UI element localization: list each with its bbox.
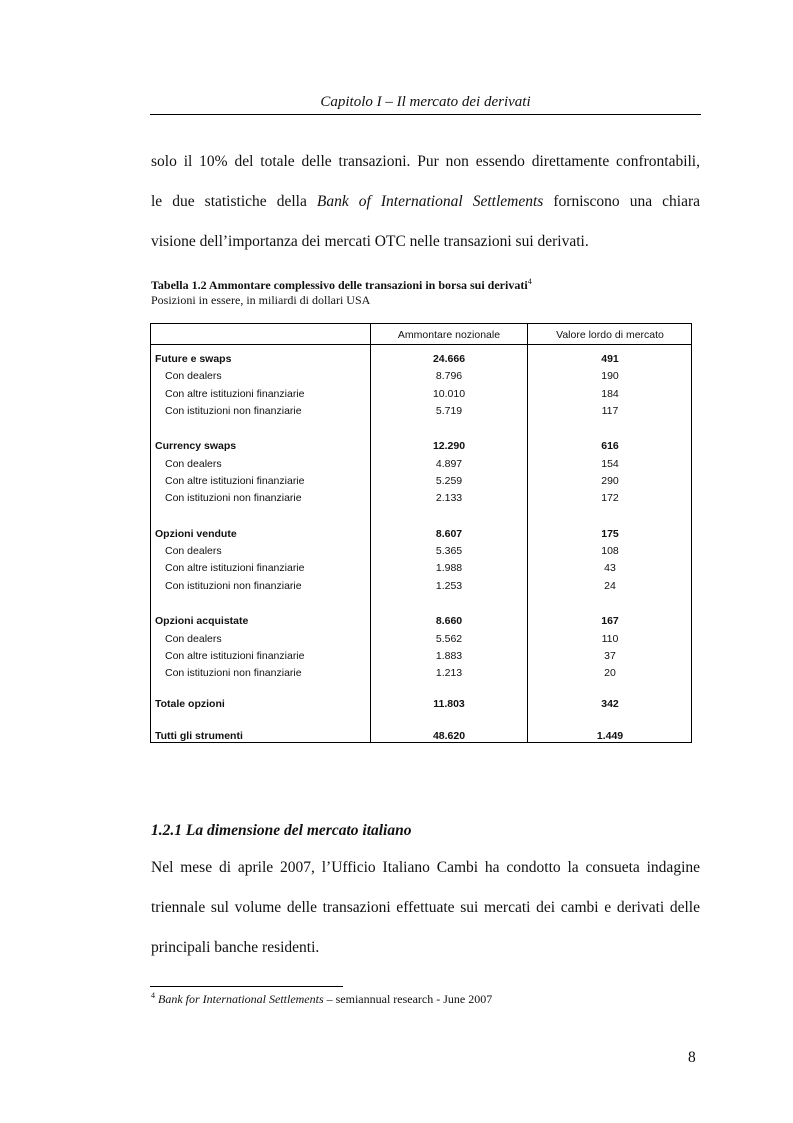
- notional-value: 4.897: [435, 458, 463, 470]
- paragraph-1-line-2-post: forniscono una chiara: [543, 193, 701, 210]
- notional-value: 48.620: [432, 730, 466, 742]
- row-label: Con altre istituzioni finanziarie: [165, 650, 305, 662]
- market-value: 20: [604, 667, 616, 679]
- market-value: 154: [601, 458, 619, 470]
- notional-value: 8.607: [435, 528, 463, 540]
- market-value: 108: [601, 545, 619, 557]
- table-title-footnote-ref[interactable]: 4: [527, 277, 532, 286]
- notional-value: 5.259: [435, 475, 463, 487]
- market-value: 175: [601, 528, 619, 540]
- row-label: Con istituzioni non finanziarie: [165, 492, 302, 504]
- page-header-title: Capitolo I – Il mercato dei derivati: [320, 94, 531, 110]
- row-label: Con istituzioni non finanziarie: [165, 667, 302, 679]
- paragraph-2: [151, 848, 700, 968]
- market-value: 172: [601, 492, 619, 504]
- table-row: [151, 492, 691, 506]
- table-row: [151, 458, 691, 472]
- notional-value: 5.365: [435, 545, 463, 557]
- table-row: [151, 545, 691, 559]
- paragraph-1-line-3: visione dell’importanza dei mercati OTC nelle transazioni sui derivati.: [151, 233, 589, 250]
- notional-value: 12.290: [432, 440, 466, 452]
- footnote-rule: [150, 986, 343, 987]
- table-group-row: [151, 615, 691, 629]
- table-row: [151, 667, 691, 681]
- row-label: Opzioni acquistate: [155, 615, 249, 627]
- market-value: 167: [601, 615, 619, 627]
- notional-value: 1.883: [435, 650, 463, 662]
- table-group-row: [151, 698, 691, 712]
- row-label: Tutti gli strumenti: [155, 730, 243, 742]
- row-label: Con istituzioni non finanziarie: [165, 405, 302, 417]
- market-value: 184: [601, 388, 619, 400]
- table-title: Tabella 1.2 Ammontare complessivo delle transazioni in borsa sui derivati: [151, 278, 528, 292]
- row-label: Opzioni vendute: [155, 528, 237, 540]
- market-value: 342: [601, 698, 619, 710]
- paragraph-1-line-2-pre: le due statistiche della: [151, 193, 317, 210]
- notional-value: 5.719: [435, 405, 463, 417]
- notional-value: 1.213: [435, 667, 463, 679]
- paragraph-1-line-1: solo il 10% del totale delle transazioni. Pur non essendo direttamente confrontabili,: [151, 153, 700, 170]
- market-value: 117: [601, 405, 619, 417]
- notional-value: 24.666: [432, 353, 466, 365]
- footnote: [151, 992, 492, 1007]
- row-label: Con dealers: [165, 458, 222, 470]
- market-value: 24: [604, 580, 616, 592]
- footnote-italic: Bank for International Settlements: [158, 992, 324, 1006]
- row-label: Con altre istituzioni finanziarie: [165, 388, 305, 400]
- bis-name-italic: Bank of International Settlements: [316, 193, 544, 210]
- table-row: [151, 388, 691, 402]
- table-row: [151, 580, 691, 594]
- paragraph-2-line-3: principali banche residenti.: [151, 939, 320, 956]
- row-label: Con altre istituzioni finanziarie: [165, 562, 305, 574]
- notional-value: 8.660: [435, 615, 463, 627]
- column-header-notional: Ammontare nozionale: [397, 329, 501, 341]
- table-row: [151, 650, 691, 664]
- notional-value: 1.988: [435, 562, 463, 574]
- row-label: Con dealers: [165, 370, 222, 382]
- table-caption: [151, 278, 532, 308]
- footnote-number: 4: [151, 991, 155, 1000]
- table-row: [151, 562, 691, 576]
- section-heading: 1.2.1 La dimensione del mercato italiano: [151, 822, 412, 839]
- notional-value: 2.133: [435, 492, 463, 504]
- table-row: [151, 633, 691, 647]
- header-rule: [150, 114, 701, 115]
- row-label: Con dealers: [165, 633, 222, 645]
- table-group-row: [151, 528, 691, 542]
- row-label: Con dealers: [165, 545, 222, 557]
- table-group-row: [151, 730, 691, 744]
- paragraph-2-line-1: Nel mese di aprile 2007, l’Ufficio Italiano Cambi ha condotto la consueta indagine: [151, 859, 700, 876]
- market-value: 491: [601, 353, 619, 365]
- notional-value: 8.796: [435, 370, 463, 382]
- paragraph-1: [151, 142, 700, 262]
- row-label: Future e swaps: [155, 353, 232, 365]
- notional-value: 11.803: [433, 698, 465, 710]
- table-group-row: [151, 440, 691, 454]
- market-value: 616: [601, 440, 619, 452]
- table-row: [151, 475, 691, 489]
- table-row: [151, 405, 691, 419]
- notional-value: 5.562: [435, 633, 463, 645]
- notional-value: 1.253: [435, 580, 463, 592]
- row-label: Totale opzioni: [155, 698, 225, 710]
- row-label: Currency swaps: [155, 440, 237, 452]
- notional-value: 10.010: [432, 388, 466, 400]
- derivatives-table: [150, 323, 692, 743]
- table-header-rule: [151, 344, 691, 345]
- market-value: 43: [604, 562, 616, 574]
- market-value: 37: [604, 650, 616, 662]
- page-number: 8: [688, 1049, 696, 1066]
- market-value: 1.449: [596, 730, 624, 742]
- paragraph-1-line-2: [151, 182, 700, 222]
- market-value: 290: [601, 475, 619, 487]
- table-subtitle: Posizioni in essere, in miliardi di dollari USA: [151, 293, 371, 307]
- table-row: [151, 370, 691, 384]
- column-header-market-value: Valore lordo di mercato: [556, 329, 664, 341]
- table-group-row: [151, 353, 691, 367]
- market-value: 110: [601, 633, 619, 645]
- row-label: Con altre istituzioni finanziarie: [165, 475, 305, 487]
- paragraph-2-line-2: triennale sul volume delle transazioni effettuate sui mercati dei cambi e derivati delle: [151, 899, 700, 916]
- market-value: 190: [601, 370, 619, 382]
- footnote-text: – semiannual research - June 2007: [323, 992, 493, 1006]
- row-label: Con istituzioni non finanziarie: [165, 580, 302, 592]
